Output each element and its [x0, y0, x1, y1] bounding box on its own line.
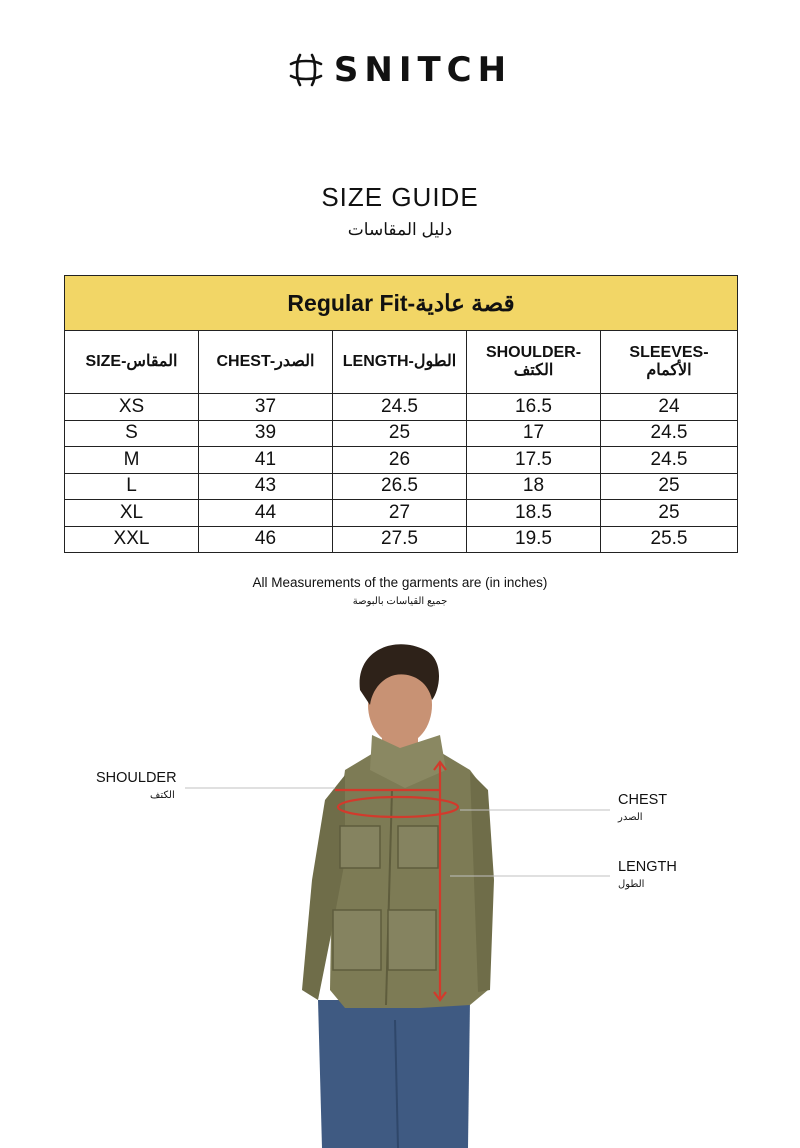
- size-chart-table: [64, 275, 738, 553]
- page-title-arabic: دليل المقاسات: [347, 220, 453, 239]
- cell-sleeves: 24: [601, 394, 738, 421]
- shoulder-label-arabic: الكتف: [150, 790, 175, 801]
- cell-chest: 43: [199, 473, 333, 500]
- cell-size: L: [65, 473, 199, 500]
- cell-sleeves: 25: [601, 473, 738, 500]
- cell-sleeves: 25.5: [601, 526, 738, 553]
- cell-chest: 37: [199, 394, 333, 421]
- snitch-logo-icon: [288, 52, 324, 88]
- cell-chest: 39: [199, 420, 333, 447]
- cell-shoulder: 18: [467, 473, 601, 500]
- cell-sleeves: 24.5: [601, 420, 738, 447]
- cell-shoulder: 16.5: [467, 394, 601, 421]
- cell-shoulder: 17.5: [467, 447, 601, 474]
- cell-length: 25: [333, 420, 467, 447]
- model-figure: [0, 630, 800, 1148]
- cell-size: S: [65, 420, 199, 447]
- table-row: [65, 394, 738, 421]
- length-label: LENGTH: [618, 859, 677, 875]
- table-row: [65, 473, 738, 500]
- header-length: LENGTH-الطول: [333, 331, 467, 394]
- header-size: SIZE-المقاس: [65, 331, 199, 394]
- measurement-note-arabic: جميع القياسات بالبوصة: [352, 596, 448, 607]
- cell-length: 26.5: [333, 473, 467, 500]
- length-label-arabic: الطول: [618, 879, 645, 890]
- brand-logo: [0, 50, 800, 90]
- cell-chest: 46: [199, 526, 333, 553]
- brand-name: SNITCH: [333, 50, 513, 90]
- cell-size: XL: [65, 500, 199, 527]
- cell-sleeves: 25: [601, 500, 738, 527]
- cell-chest: 44: [199, 500, 333, 527]
- cell-size: M: [65, 447, 199, 474]
- table-row: [65, 500, 738, 527]
- cell-shoulder: 17: [467, 420, 601, 447]
- header-sleeves: SLEEVES- الأكمام: [601, 331, 738, 394]
- chest-label: CHEST: [618, 792, 668, 808]
- cell-chest: 41: [199, 447, 333, 474]
- table-row: [65, 447, 738, 474]
- jeans-image: [318, 1000, 470, 1148]
- cell-sleeves: 24.5: [601, 447, 738, 474]
- cell-length: 27.5: [333, 526, 467, 553]
- cell-length: 27: [333, 500, 467, 527]
- chest-label-arabic: الصدر: [618, 812, 643, 823]
- table-row: [65, 526, 738, 553]
- cell-length: 24.5: [333, 394, 467, 421]
- cell-length: 26: [333, 447, 467, 474]
- cell-shoulder: 18.5: [467, 500, 601, 527]
- page-title: SIZE GUIDE: [321, 182, 479, 212]
- cell-size: XS: [65, 394, 199, 421]
- measurement-note: All Measurements of the garments are (in inches): [252, 575, 548, 590]
- table-row: [65, 420, 738, 447]
- fit-type-header: Regular Fit-قصة عادية: [65, 276, 738, 331]
- header-shoulder: SHOULDER- الكتف: [467, 331, 601, 394]
- cell-shoulder: 19.5: [467, 526, 601, 553]
- column-header-row: [65, 331, 738, 394]
- cell-size: XXL: [65, 526, 199, 553]
- shoulder-label: SHOULDER: [96, 770, 177, 786]
- header-chest: CHEST-الصدر: [199, 331, 333, 394]
